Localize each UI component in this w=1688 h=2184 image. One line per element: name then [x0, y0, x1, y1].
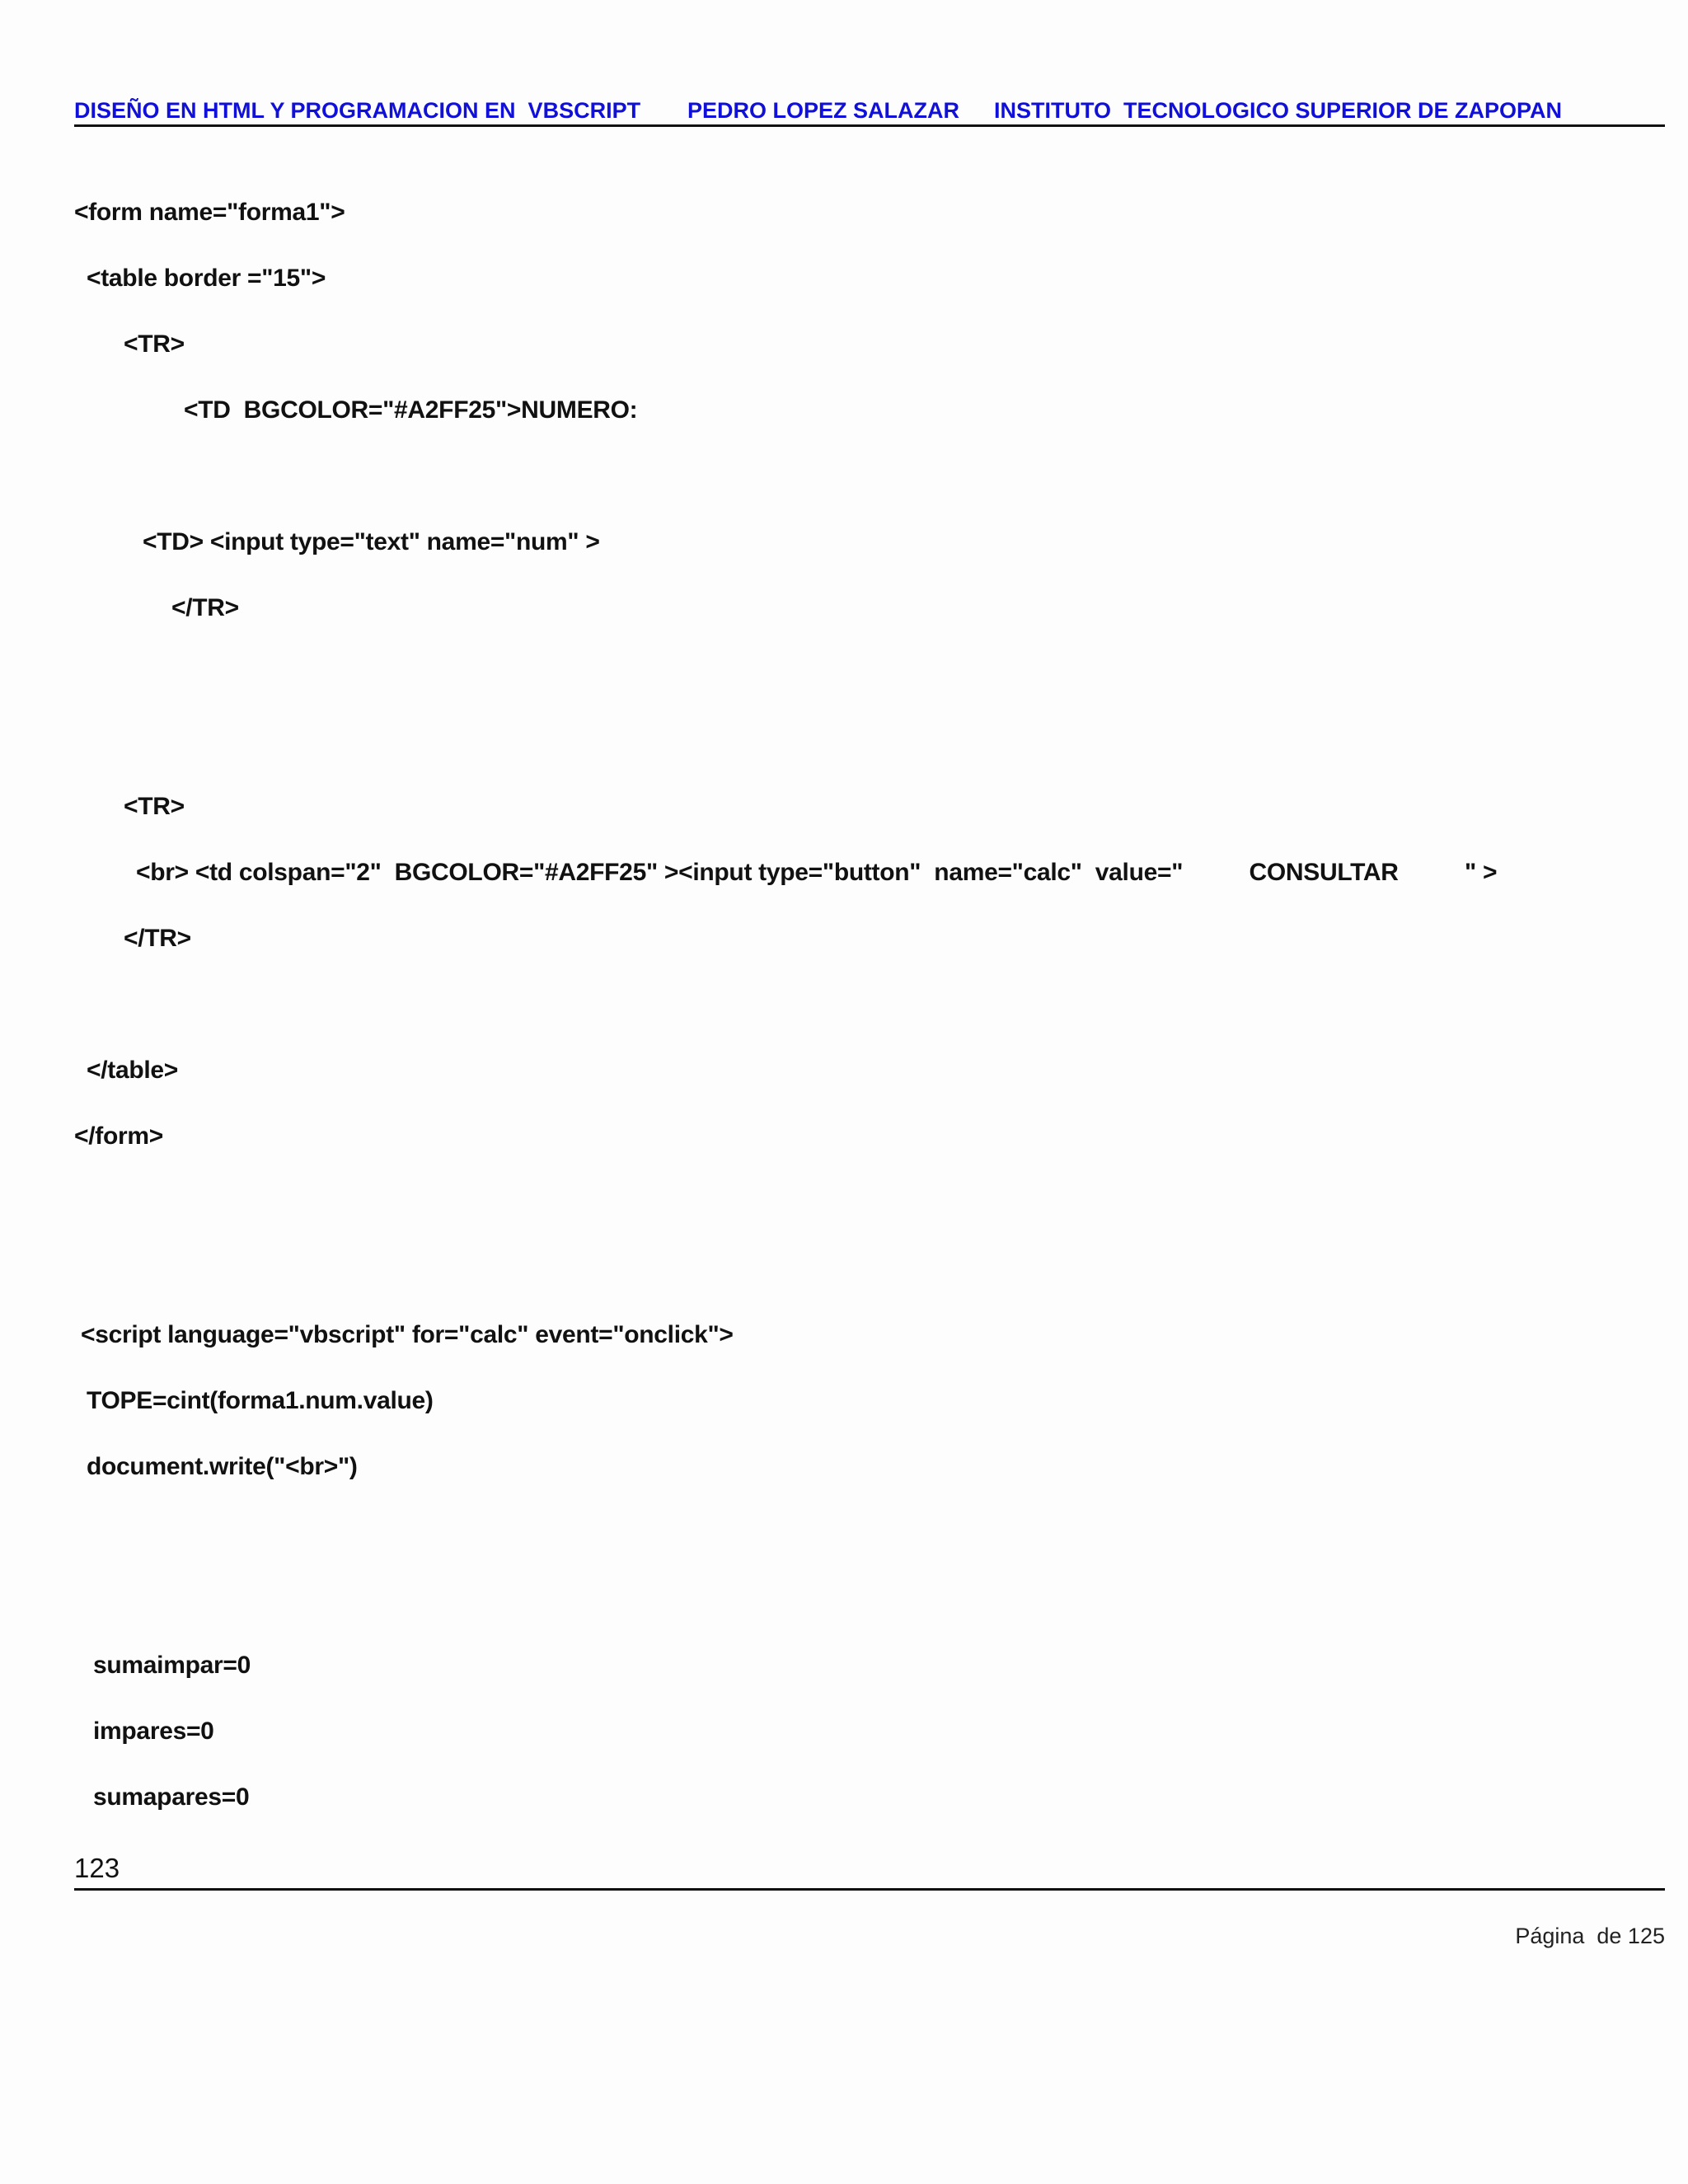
header-course-title: DISEÑO EN HTML Y PROGRAMACION EN VBSCRIPT [74, 98, 641, 123]
code-line-tr-close-1: </TR> [171, 594, 239, 621]
code-line-tr-open-1: <TR> [124, 330, 185, 358]
code-line-table-close: </table> [87, 1057, 178, 1084]
code-line-impares: impares=0 [93, 1718, 214, 1745]
header-institute: INSTITUTO TECNOLOGICO SUPERIOR DE ZAPOPAN [994, 98, 1563, 123]
page-number: 123 [74, 1853, 120, 1883]
page-footer-label: Página de 125 [1515, 1924, 1665, 1948]
footer-rule [74, 1888, 1665, 1891]
code-line-tr-open-2: <TR> [124, 793, 185, 820]
code-line-td-numero: <TD BGCOLOR="#A2FF25">NUMERO: [184, 396, 638, 424]
code-line-tr-close-2: </TR> [124, 925, 191, 952]
code-line-form-close: </form> [74, 1122, 163, 1150]
code-line-tope: TOPE=cint(forma1.num.value) [87, 1387, 434, 1414]
code-line-sumaimpar: sumaimpar=0 [93, 1652, 251, 1679]
code-line-table-open: <table border ="15"> [87, 265, 326, 292]
code-line-document-write: document.write("<br>") [87, 1453, 358, 1480]
header-rule [74, 124, 1665, 127]
code-line-script-open: <script language="vbscript" for="calc" event="onclick"> [81, 1321, 734, 1348]
code-line-td-button: <br> <td colspan="2" BGCOLOR="#A2FF25" ><input type="button" name="calc" value=" CONSULTAR " > [136, 859, 1498, 886]
code-line-td-input: <TD> <input type="text" name="num" > [143, 528, 600, 555]
code-line-form-open: <form name="forma1"> [74, 199, 345, 226]
header-author: PEDRO LOPEZ SALAZAR [687, 98, 960, 123]
code-line-sumapares: sumapares=0 [93, 1783, 250, 1811]
